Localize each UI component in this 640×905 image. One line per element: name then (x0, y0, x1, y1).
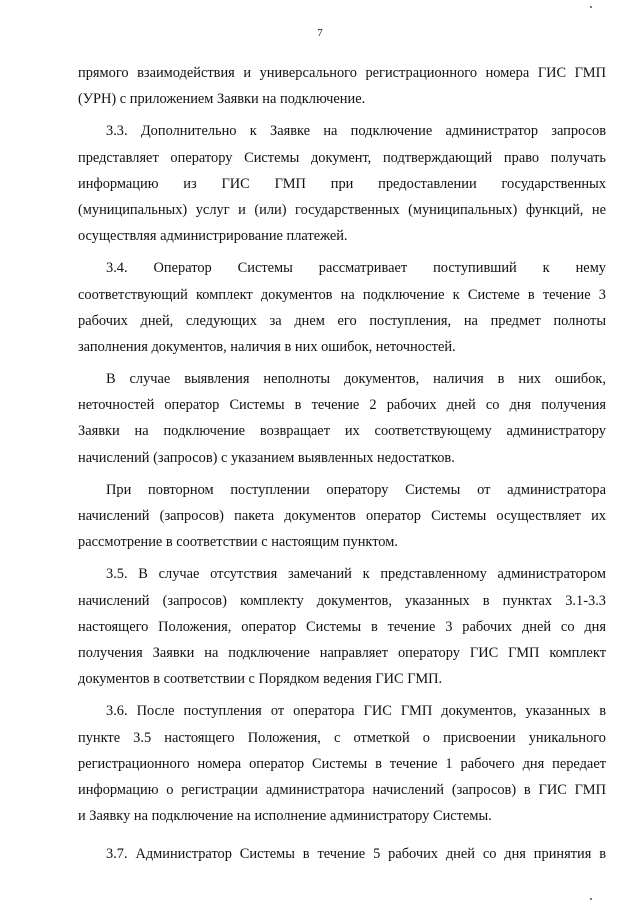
text-line: 3.3. Дополнительно к Заявке на подключение администратор запросов (106, 123, 606, 140)
text-line: В случае выявления неполноты документов, наличия в них ошибок, (106, 371, 606, 388)
paragraph (78, 477, 606, 556)
text-line: 3.6. После поступления от оператора ГИС ГМП документов, указанных в (106, 703, 606, 720)
text-line: 3.5. В случае отсутствия замечаний к представленному администратором (106, 566, 606, 583)
text-line: 3.4. Оператор Системы рассматривает поступивший к нему (106, 260, 606, 277)
text-line: начислений (запросов) комплекту документов, указанных в пунктах 3.1-3.3 (78, 592, 606, 609)
text-line: Заявки на подключение возвращает их соответствующему администратору (78, 423, 606, 440)
paragraph (78, 366, 606, 471)
paragraph-3-5 (78, 561, 606, 692)
text-line: (муниципальных) услуг и (или) государственных (муниципальных) функций, не (78, 201, 606, 218)
text-line: информацию о регистрации администратора начислений (запросов) в ГИС ГМП (78, 781, 606, 798)
text-line: 3.7. Администратор Системы в течение 5 рабочих дней со дня принятия в (106, 846, 606, 863)
text-line: (УРН) с приложением Заявки на подключение. (78, 91, 366, 108)
text-line: начислений (запросов) с указанием выявленных недостатков. (78, 449, 455, 466)
text-line: начислений (запросов) пакета документов оператор Системы осуществляет их (78, 508, 606, 524)
text-line: регистрационного номера оператор Системы в течение 1 рабочего дня передает (78, 755, 606, 772)
text-line: настоящего Положения, оператор Системы в течение 3 рабочих дней со дня (78, 618, 606, 635)
text-line: соответствующий комплект документов на подключение к Системе в течение 3 (78, 286, 606, 303)
text-line: информацию из ГИС ГМП при предоставлении государственных (78, 175, 606, 192)
text-line: получения Заявки на подключение направляет оператору ГИС ГМП комплект (78, 644, 606, 661)
scan-mark-top-right (590, 6, 592, 8)
text-line: рассмотрение в соответствии с настоящим пунктом. (78, 534, 398, 551)
document-body (78, 60, 606, 867)
paragraph-3-4 (78, 255, 606, 360)
paragraph-3-6 (78, 698, 606, 829)
text-line: пункте 3.5 настоящего Положения, с отметкой о присвоении уникального (78, 729, 606, 746)
text-line: рабочих дней, следующих за днем его поступления, на предмет полноты (78, 312, 606, 329)
paragraph-3-3 (78, 118, 606, 249)
text-line: осуществляя администрирование платежей. (78, 228, 348, 245)
text-line: неточностей оператор Системы в течение 2 рабочих дней со дня получения (78, 397, 606, 414)
text-line: прямого взаимодействия и универсального регистрационного номера ГИС ГМП (78, 65, 606, 81)
text-line: заполнения документов, наличия в них ошибок, неточностей. (78, 338, 456, 355)
paragraph-3-7 (78, 841, 606, 867)
paragraph (78, 60, 606, 112)
text-line: документов в соответствии с Порядком ведения ГИС ГМП. (78, 671, 443, 688)
scan-mark-bottom-right (590, 898, 592, 900)
text-line: представляет оператору Системы документ, подтверждающий право получать (78, 149, 606, 166)
text-line: При повторном поступлении оператору Системы от администратора (106, 481, 606, 498)
page-number: 7 (317, 27, 323, 39)
text-line: и Заявку на подключение на исполнение администратору Системы. (78, 808, 492, 825)
